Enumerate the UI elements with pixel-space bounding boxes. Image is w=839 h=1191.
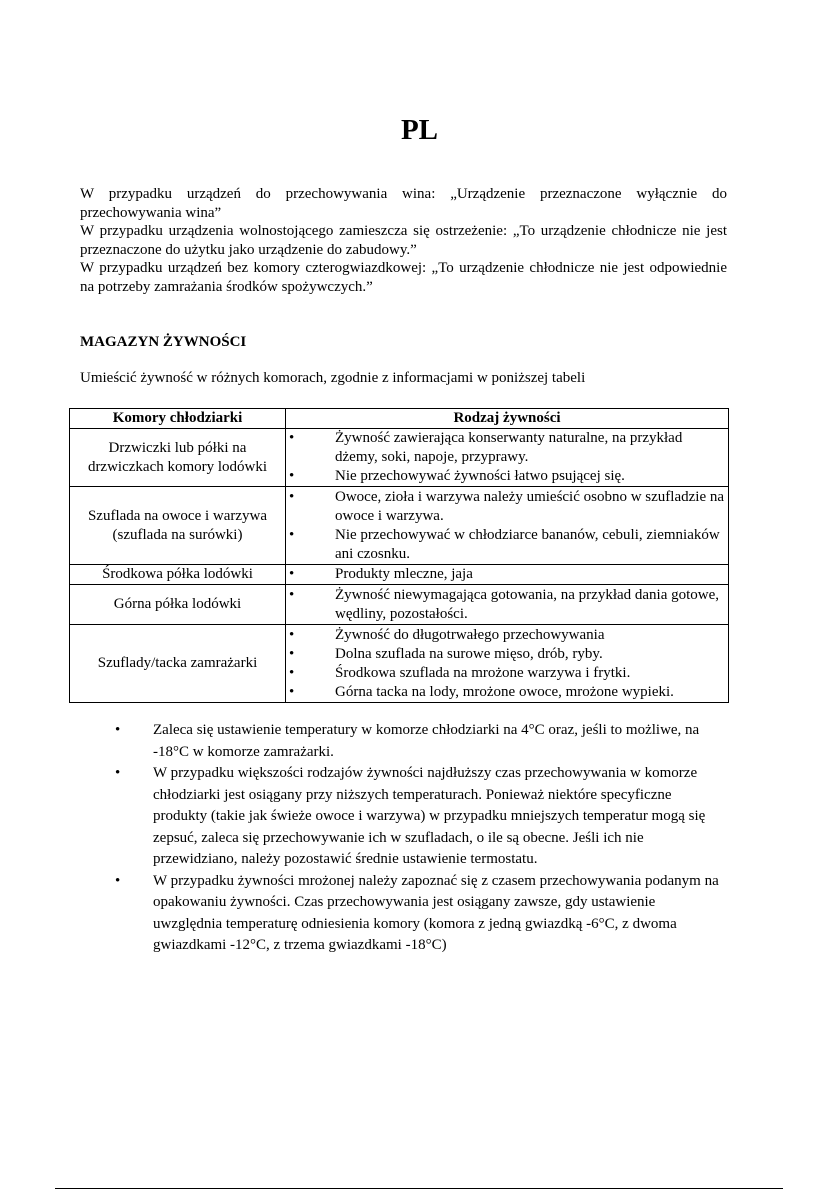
list-item: • Żywność niewymagająca gotowania, na przykład dania gotowe, wędliny, pozostałości. <box>289 586 725 624</box>
list-item: • Dolna szuflada na surowe mięso, drób, ryby. <box>289 645 725 664</box>
intro-wine-note: W przypadku urządzeń do przechowywania wina: „Urządzenie przeznaczone wyłącznie do przechowywania wina” <box>80 186 727 221</box>
table-row <box>70 429 729 487</box>
footer-divider <box>55 1188 783 1189</box>
table-row <box>70 625 729 703</box>
food-list <box>289 586 725 624</box>
list-item: • Żywność do długotrwałego przechowywania <box>289 626 725 645</box>
intro-block <box>80 185 727 297</box>
intro-no-four-star-note: W przypadku urządzeń bez komory czterogwiazdkowej: „To urządzenie chłodnicze nie jest odpowiednie na potrzeby zamrażania środków spożywczych.” <box>80 260 727 295</box>
food-list <box>289 626 725 702</box>
list-item: • Górna tacka na lody, mrożone owoce, mrożone wypieki. <box>289 683 725 702</box>
foods-cell <box>286 625 729 703</box>
foods-cell <box>286 487 729 565</box>
list-item: • Nie przechowywać żywności łatwo psującej się. <box>289 467 725 486</box>
foods-cell <box>286 429 729 487</box>
food-list <box>289 488 725 564</box>
section-heading: MAGAZYN ŻYWNOŚCI <box>80 334 247 350</box>
storage-notes-list <box>115 720 725 957</box>
food-storage-table <box>69 408 729 703</box>
header-compartments: Komory chłodziarki <box>70 409 286 429</box>
compartment-cell: Górna półka lodówki <box>70 585 286 625</box>
table-row <box>70 565 729 585</box>
list-item: • Produkty mleczne, jaja <box>289 565 725 584</box>
compartment-cell: Drzwiczki lub półki na drzwiczkach komory lodówki <box>70 429 286 487</box>
compartment-cell: Środkowa półka lodówki <box>70 565 286 585</box>
header-food-type: Rodzaj żywności <box>286 409 729 429</box>
list-item: • W przypadku większości rodzajów żywności najdłuższy czas przechowywania w komorze chłodziarki jest osiągany przy niższych temperaturach. Ponieważ niektóre specyficzne produkty (takie jak świeże owoce i warzywa) w przypadku mniejszych temperatur mogą się zepsuć, zaleca się przechowywanie ich w szufladach, o ile są obecne. Jeśli ich nie przewidziano, należy pozostawić średnie ustawienie termostatu. <box>115 763 725 871</box>
intro-freestanding-note: W przypadku urządzenia wolnostojącego zamieszcza się ostrzeżenie: „To urządzenie chłodnicze nie jest przeznaczone do użytku jako urządzenie do zabudowy.” <box>80 223 727 258</box>
list-item: • Owoce, zioła i warzywa należy umieścić osobno w szufladzie na owoce i warzywa. <box>289 488 725 526</box>
food-list <box>289 429 725 486</box>
table-header-row <box>70 409 729 429</box>
lead-text: Umieścić żywność w różnych komorach, zgodnie z informacjami w poniższej tabeli <box>80 370 586 386</box>
foods-cell <box>286 565 729 585</box>
list-item: • Żywność zawierająca konserwanty naturalne, na przykład dżemy, soki, napoje, przyprawy. <box>289 429 725 467</box>
list-item: • Środkowa szuflada na mrożone warzywa i frytki. <box>289 664 725 683</box>
list-item: • Zaleca się ustawienie temperatury w komorze chłodziarki na 4°C oraz, jeśli to możliwe, na -18°C w komorze zamrażarki. <box>115 720 725 763</box>
list-item: • W przypadku żywności mrożonej należy zapoznać się z czasem przechowywania podanym na opakowaniu żywności. Czas przechowywania jest osiągany zawsze, gdy ustawienie uwzględnia temperaturę odniesienia komory (komora z jedną gwiazdką -6°C, z dwoma gwiazdkami -12°C, z trzema gwiazdkami -18°C) <box>115 871 725 957</box>
compartment-cell: Szuflady/tacka zamrażarki <box>70 625 286 703</box>
table-row <box>70 487 729 565</box>
foods-cell <box>286 585 729 625</box>
page-language-label: PL <box>400 114 439 146</box>
table-row <box>70 585 729 625</box>
food-list <box>289 565 725 584</box>
compartment-cell: Szuflada na owoce i warzywa (szuflada na surówki) <box>70 487 286 565</box>
list-item: • Nie przechowywać w chłodziarce bananów, cebuli, ziemniaków ani czosnku. <box>289 526 725 564</box>
